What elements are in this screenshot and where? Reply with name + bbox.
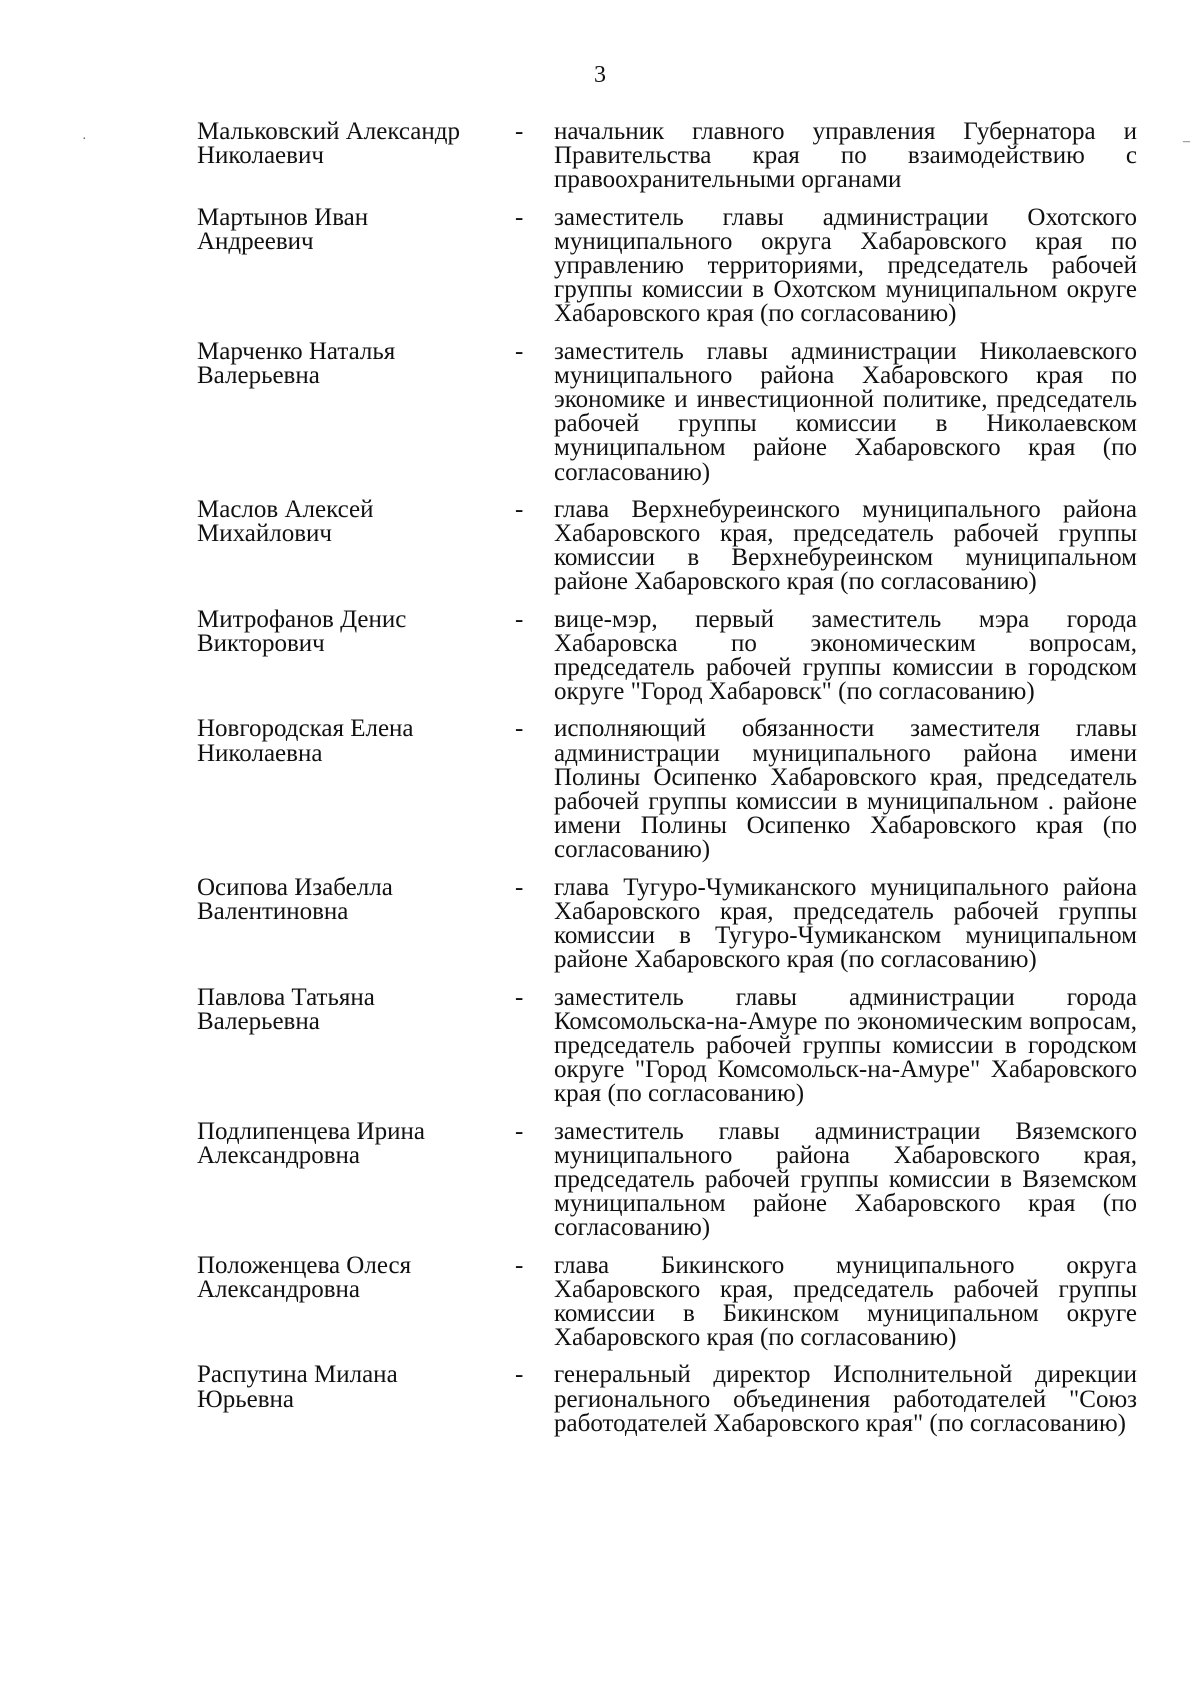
member-name: Подлипенцева Ирина Александровна bbox=[197, 1117, 425, 1169]
separator-dash: - bbox=[515, 495, 524, 523]
member-position: начальник главного управления Губернатора и Правительства края по взаимодействию с правоохранительными органами bbox=[554, 118, 1137, 194]
member-entry bbox=[197, 337, 1137, 486]
separator-dash: - bbox=[515, 1361, 524, 1389]
member-entry bbox=[197, 605, 1137, 706]
member-position: генеральный директор Исполнительной дирекции регионального объединения работодателей "Союз работодателей Хабаровского края" (по согласованию) bbox=[554, 1361, 1137, 1437]
member-position: исполняющий обязанности заместителя главы администрации муниципального района имени Полины Осипенко Хабаровского края, председатель рабочей группы комиссии в муниципальном . районе имени Полины Осипенко Хабаровского края (по согласованию) bbox=[554, 715, 1137, 864]
separator-dash: - bbox=[515, 605, 524, 633]
member-name: Митрофанов Денис Викторович bbox=[197, 605, 407, 657]
member-name: Маслов Алексей Михайлович bbox=[197, 495, 374, 548]
member-position: глава Бикинского муниципального округа Хабаровского края, председатель рабочей группы комиссии в Бикинском муниципальном округе Хабаровского края (по согласованию) bbox=[554, 1251, 1137, 1352]
member-entry bbox=[197, 203, 1137, 328]
member-position: заместитель главы администрации Охотского муниципального округа Хабаровского края по управлению территориями, председатель рабочей группы комиссии в Охотском муниципальном округе Хабаровского края (по согласованию) bbox=[554, 203, 1137, 328]
member-name: Мальковский Александр Николаевич bbox=[197, 118, 460, 170]
scan-speck: – bbox=[1183, 134, 1190, 149]
member-position: заместитель главы администрации города Комсомольска-на-Амуре по экономическим вопросам, председатель рабочей группы комиссии в городском округе "Город Комсомольск-на-Амуре" Хабаровского края (по согласованию) bbox=[554, 983, 1137, 1108]
member-position: заместитель главы администрации Николаевского муниципального района Хабаровского края по экономике и инвестиционной политике, председатель рабочей группы комиссии в Николаевском муниципальном районе Хабаровского края (по согласованию) bbox=[554, 337, 1137, 486]
scan-speck: · bbox=[82, 132, 87, 147]
separator-dash: - bbox=[515, 983, 524, 1011]
member-entry bbox=[197, 873, 1137, 974]
member-entry bbox=[197, 1117, 1137, 1242]
member-name: Новгородская Елена Николаевна bbox=[197, 715, 414, 767]
separator-dash: - bbox=[515, 715, 524, 743]
member-position: глава Верхнебуреинского муниципального района Хабаровского края, председатель рабочей группы комиссии в Верхнебуреинском муниципальном районе Хабаровского края (по согласованию) bbox=[554, 495, 1137, 596]
member-name: Павлова Татьяна Валерьевна bbox=[197, 983, 375, 1035]
member-name: Осипова Изабелла Валентиновна bbox=[197, 873, 393, 925]
member-list bbox=[197, 120, 1137, 1436]
member-name: Мартынов Иван Андреевич bbox=[197, 203, 369, 255]
member-entry bbox=[197, 717, 1137, 862]
member-name: Марченко Наталья Валерьевна bbox=[197, 337, 396, 389]
separator-dash: - bbox=[515, 873, 524, 901]
separator-dash: - bbox=[515, 1251, 524, 1279]
member-entry bbox=[197, 983, 1137, 1108]
separator-dash: - bbox=[515, 337, 524, 365]
member-name: Положенцева Олеся Александровна bbox=[197, 1251, 412, 1303]
member-entry bbox=[197, 1363, 1137, 1436]
separator-dash: - bbox=[515, 203, 524, 231]
member-entry bbox=[197, 120, 1137, 193]
separator-dash: - bbox=[515, 118, 524, 145]
page-number: 3 bbox=[594, 62, 606, 88]
member-name: Распутина Милана Юрьевна bbox=[197, 1361, 398, 1413]
member-position: глава Тугуро-Чумиканского муниципального района Хабаровского края, председатель рабочей группы комиссии в Тугуро-Чумиканском муниципальном районе Хабаровского края (по согласованию) bbox=[554, 873, 1137, 974]
member-entry bbox=[197, 495, 1137, 596]
member-position: заместитель главы администрации Вяземского муниципального района Хабаровского края, председатель рабочей группы комиссии в Вяземском муниципальном районе Хабаровского края (по согласованию) bbox=[554, 1117, 1137, 1242]
member-position: вице-мэр, первый заместитель мэра города Хабаровска по экономическим вопросам, председатель рабочей группы комиссии в городском округе "Город Хабаровск" (по согласованию) bbox=[554, 605, 1137, 706]
separator-dash: - bbox=[515, 1117, 524, 1145]
member-entry bbox=[197, 1251, 1137, 1352]
